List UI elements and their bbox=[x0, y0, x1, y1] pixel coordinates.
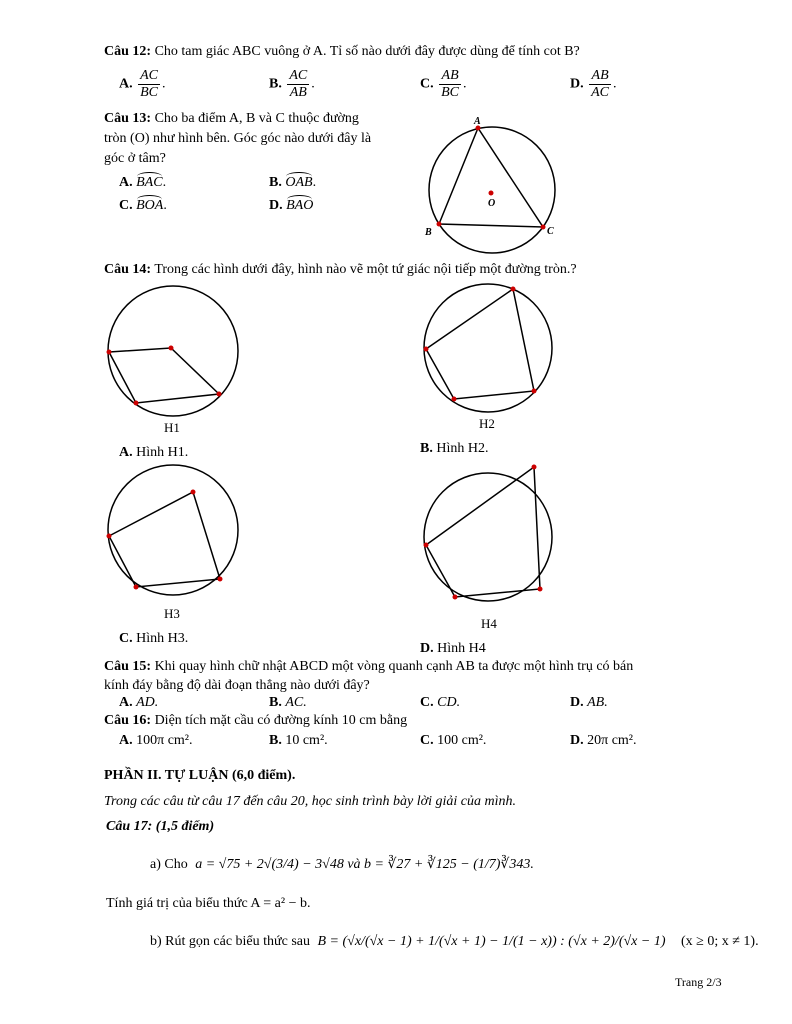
q16-option-b[interactable]: B. 10 cm². bbox=[269, 733, 328, 748]
label-b: B bbox=[425, 227, 432, 238]
q14-label: Câu 14: bbox=[104, 262, 152, 277]
option-letter: A. bbox=[119, 175, 133, 190]
angle-label: BOA bbox=[136, 195, 163, 214]
option-fraction: $\frac{AC}{AB}$ bbox=[289, 68, 308, 100]
q15-option-b[interactable]: B. AC. bbox=[269, 695, 307, 710]
q13-line2: tròn (O) như hình bên. Góc góc nào dưới đây là bbox=[104, 131, 372, 146]
option-letter: D. bbox=[570, 76, 584, 92]
option-letter: A. bbox=[119, 76, 133, 92]
q17-label: Câu 17: (1,5 điểm) bbox=[106, 819, 215, 834]
q12-option-d[interactable]: D. $\frac{AB}{AC}$ . bbox=[570, 68, 617, 100]
q13-text-1: Cho ba điểm A, B và C thuộc đường bbox=[154, 111, 359, 126]
label-c: C bbox=[547, 226, 554, 237]
figure-h4 bbox=[424, 465, 553, 602]
q15-line2: kính đáy bằng độ dài đoạn thẳng nào dưới đây? bbox=[104, 678, 370, 693]
option-fraction: $\frac{AB}{BC}$ bbox=[441, 68, 460, 100]
option-fraction: $\frac{AB}{AC}$ bbox=[591, 68, 610, 100]
q14-option-c[interactable]: C. Hình H3. bbox=[119, 631, 189, 646]
q17a-line bbox=[150, 856, 534, 873]
q16-stem: Câu 16: Diện tích mặt cầu có đường kính 10 cm bằng bbox=[104, 713, 408, 728]
figure-h1 bbox=[107, 286, 239, 416]
part2-title: PHẦN II. TỰ LUẬN (6,0 điểm). bbox=[104, 768, 296, 783]
angle-label: BAO bbox=[286, 195, 313, 214]
label-a: A bbox=[474, 116, 481, 127]
q17b-formula: B = (√x/(√x − 1) + 1/(√x + 1) − 1/(1 − x)) : (√x + 2)/(√x − 1) bbox=[317, 934, 666, 949]
angle-label: OAB bbox=[285, 172, 312, 191]
option-letter: C. bbox=[420, 76, 434, 92]
figure-label-h1: H1 bbox=[164, 420, 180, 435]
q14-option-a[interactable]: A. Hình H1. bbox=[119, 445, 189, 460]
option-letter: B. bbox=[269, 175, 282, 190]
figure-label-h3: H3 bbox=[164, 606, 180, 621]
q12-label: Câu 12: bbox=[104, 44, 152, 59]
page-number: Trang 2/3 bbox=[675, 975, 722, 989]
figure-label-h4: H4 bbox=[481, 616, 497, 631]
q14-option-d[interactable]: D. Hình H4 bbox=[420, 641, 486, 656]
q16-option-c[interactable]: C. 100 cm². bbox=[420, 733, 487, 748]
q16-option-a[interactable]: A. 100π cm². bbox=[119, 733, 193, 748]
q13-option-b[interactable]: B. OAB. bbox=[269, 172, 316, 191]
q17a-formula: a = √75 + 2√(3/4) − 3√48 và b = ∛27 + ∛125 − (1/7)∛343. bbox=[195, 857, 534, 872]
figure-h3 bbox=[107, 465, 239, 595]
q12-text: Cho tam giác ABC vuông ở A. Tỉ số nào dưới đây được dùng để tính cot B? bbox=[154, 44, 580, 59]
q17a-prefix: a) Cho bbox=[150, 857, 188, 872]
option-letter: D. bbox=[269, 198, 283, 213]
q15-option-d[interactable]: D. AB. bbox=[570, 695, 608, 710]
q17b-prefix: b) Rút gọn các biểu thức sau bbox=[150, 934, 310, 949]
q17b-condition: (x ≥ 0; x ≠ 1). bbox=[681, 934, 759, 949]
q14-option-b[interactable]: B. Hình H2. bbox=[420, 441, 489, 456]
q12-option-b[interactable]: B. $\frac{AC}{AB}$ . bbox=[269, 68, 315, 100]
q13-option-c[interactable]: C. BOA. bbox=[119, 195, 167, 214]
label-o: O bbox=[488, 198, 496, 209]
q15-option-c[interactable]: C. CD. bbox=[420, 695, 461, 710]
part2-instruction: Trong các câu từ câu 17 đến câu 20, học sinh trình bày lời giải của mình. bbox=[104, 794, 516, 809]
q13-label: Câu 13: bbox=[104, 111, 152, 126]
figure-h2 bbox=[424, 284, 553, 412]
angle-label: BAC bbox=[136, 172, 162, 191]
q15-line1: Câu 15: Khi quay hình chữ nhật ABCD một vòng quanh cạnh AB ta được một hình trụ có bán bbox=[104, 659, 634, 674]
option-letter: C. bbox=[119, 198, 133, 213]
option-fraction: $\frac{AC}{BC}$ bbox=[140, 68, 159, 100]
figure-label-h2: H2 bbox=[479, 416, 495, 431]
q14-text: Trong các hình dưới đây, hình nào vẽ một tứ giác nội tiếp một đường tròn.? bbox=[154, 262, 577, 277]
q13-option-a[interactable]: A. BAC. bbox=[119, 172, 166, 191]
q15-option-a[interactable]: A. AD. bbox=[119, 695, 159, 710]
q12-option-a[interactable]: A. $\frac{AC}{BC}$ . bbox=[119, 68, 166, 100]
q12-option-c[interactable]: C. $\frac{AB}{BC}$ . bbox=[420, 68, 467, 100]
q17b-line bbox=[150, 934, 759, 950]
q17a-task: Tính giá trị của biểu thức A = a² − b. bbox=[106, 896, 311, 911]
q13-line3: góc ở tâm? bbox=[104, 151, 166, 166]
option-letter: B. bbox=[269, 76, 282, 92]
q16-option-d[interactable]: D. 20π cm². bbox=[570, 733, 637, 748]
